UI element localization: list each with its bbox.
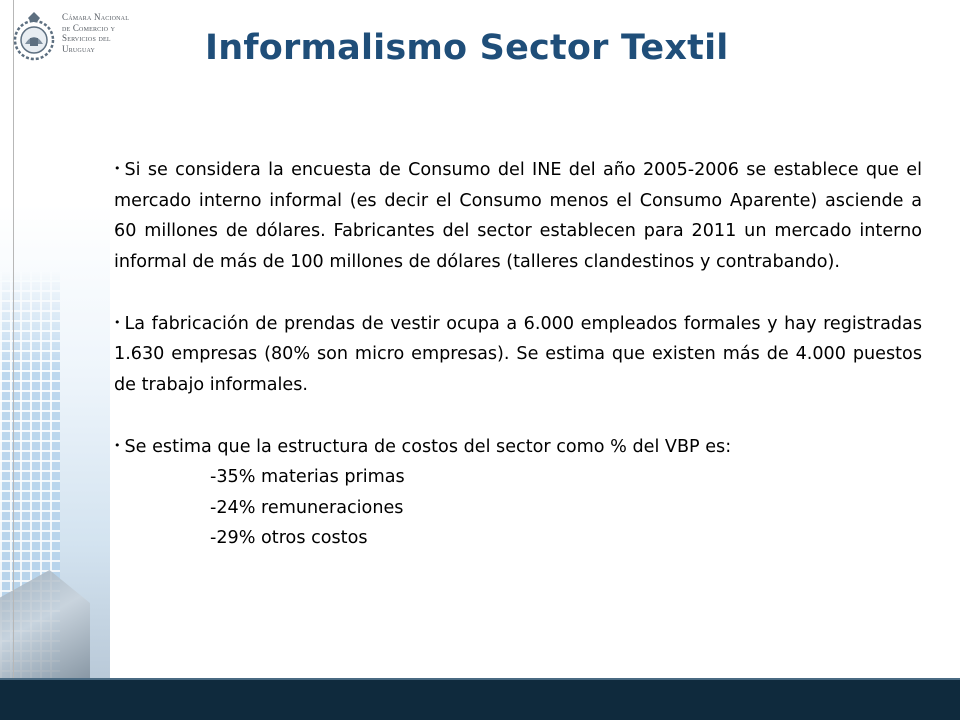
paragraph-text: Se estima que la estructura de costos del sector como % del VBP es:	[124, 436, 732, 457]
chamber-logo	[10, 8, 170, 72]
logo-text-line-3: Servicios del	[62, 33, 111, 43]
slide-title: Informalismo Sector Textil	[205, 28, 729, 68]
paragraph-text: Si se considera la encuesta de Consumo del INE del año 2005-2006 se establece que el mercado interno informal (es decir el Consumo menos el Consumo Aparente) asciende a 60 millones de dólares. Fabricantes del sector establecen para 2011 un mercado interno informal de más de 100 millones de dólares (talleres clandestinos y contrabando).	[114, 160, 922, 272]
slide-body	[114, 154, 922, 554]
left-divider-line	[13, 0, 14, 680]
paragraph-text: La fabricación de prendas de vestir ocupa a 6.000 empleados formales y hay registradas 1.630 empresas (80% son micro empresas). Se estima que existen más de 4.000 puestos de trabajo informales.	[114, 313, 922, 395]
bullet-icon: •	[114, 315, 121, 329]
cost-item-raw-materials: -35% materias primas	[210, 467, 405, 487]
cost-item-other: -29% otros costos	[210, 528, 368, 548]
logo-text-line-1: Cámara Nacional	[62, 12, 130, 22]
cost-item-salaries: -24% remuneraciones	[210, 497, 404, 518]
bullet-icon: •	[114, 162, 121, 175]
paragraph-employment	[114, 308, 922, 401]
bottom-bar	[0, 680, 960, 720]
paragraph-cost-structure	[114, 431, 922, 463]
bullet-icon: •	[114, 438, 121, 452]
logo-text-line-4: Uruguay	[62, 43, 96, 54]
chamber-seal-icon	[10, 8, 58, 68]
left-decorative-strip	[0, 0, 110, 680]
paragraph-informal-market	[114, 154, 922, 277]
logo-text-line-2: de Comercio y	[62, 22, 116, 33]
